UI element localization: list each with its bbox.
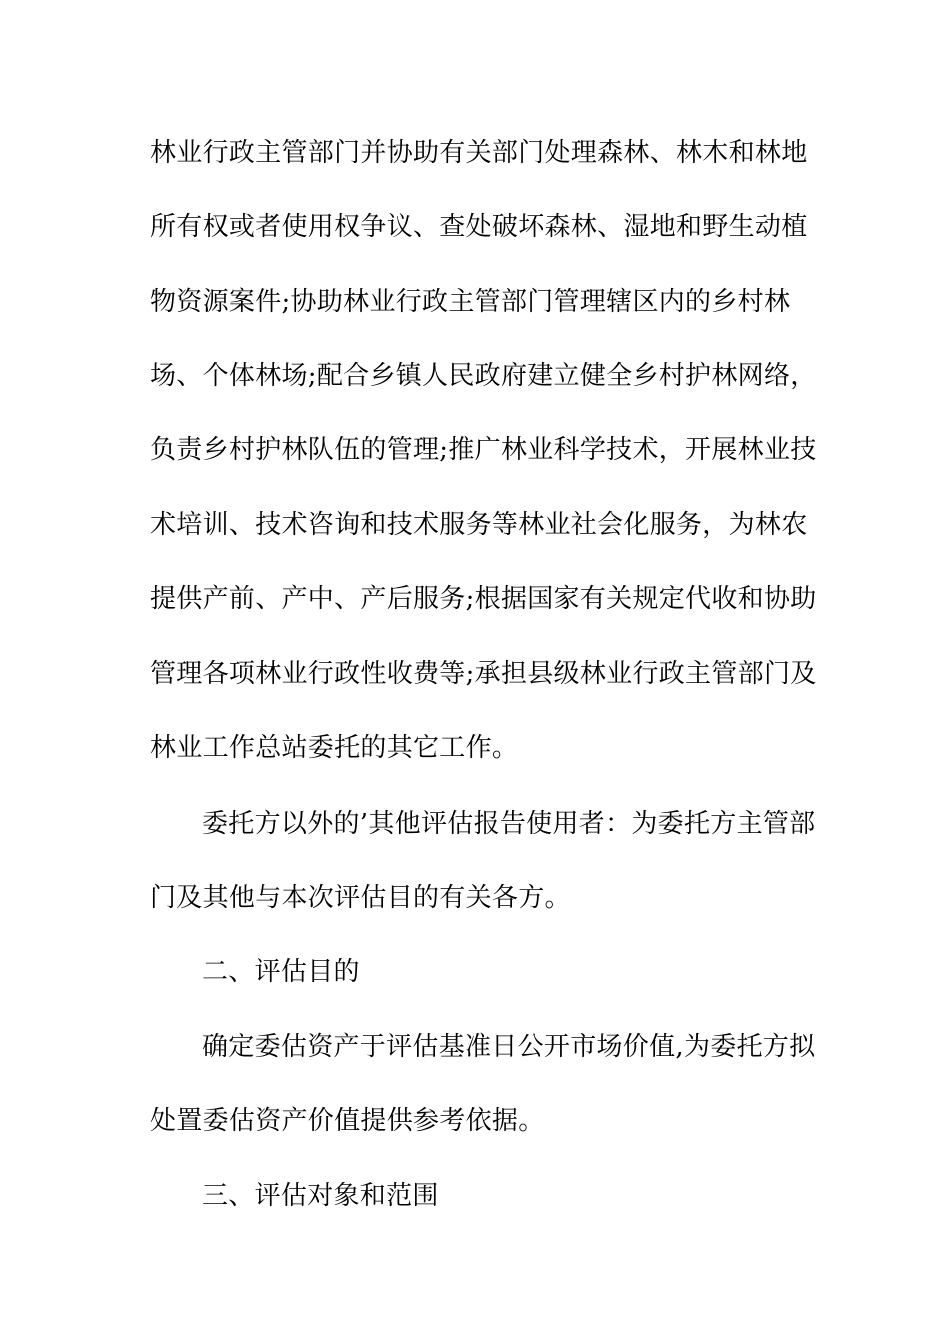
paragraph-line: 场、个体林场;配合乡镇人民政府建立健全乡村护林网络，: [150, 361, 817, 391]
paragraph-line: 物资源案件;协助林业行政主管部门管理辖区内的乡村林: [150, 287, 791, 317]
paragraph-line: 门及其他与本次评估目的有关各方。: [150, 883, 571, 913]
paragraph-line: 所有权或者使用权争议、查处破坏森林、湿地和野生动植: [150, 212, 808, 242]
paragraph-line: 处置委估资产价值提供参考依据。: [150, 1106, 545, 1136]
paragraph-line: 委托方以外的’其他评估报告使用者：为委托方主管部: [202, 809, 816, 839]
paragraph-line: 负责乡村护林队伍的管理;推广林业科学技术，开展林业技: [150, 435, 817, 465]
paragraph-line: 林业行政主管部门并协助有关部门处理森林、林木和林地: [150, 138, 808, 168]
paragraph-line: 确定委估资产于评估基准日公开市场价值,为委托方拟: [202, 1032, 816, 1062]
paragraph-line: 林业工作总站委托的其它工作。: [150, 733, 519, 763]
paragraph-line: 提供产前、产中、产后服务;根据国家有关规定代收和协助: [150, 584, 817, 614]
paragraph-line: 术培训、技术咨询和技术服务等林业社会化服务，为林农: [150, 510, 808, 540]
paragraph-line: 管理各项林业行政性收费等;承担县级林业行政主管部门及: [150, 659, 817, 689]
section-heading: 三、评估对象和范围: [202, 1181, 439, 1211]
section-heading: 二、评估目的: [202, 957, 360, 987]
